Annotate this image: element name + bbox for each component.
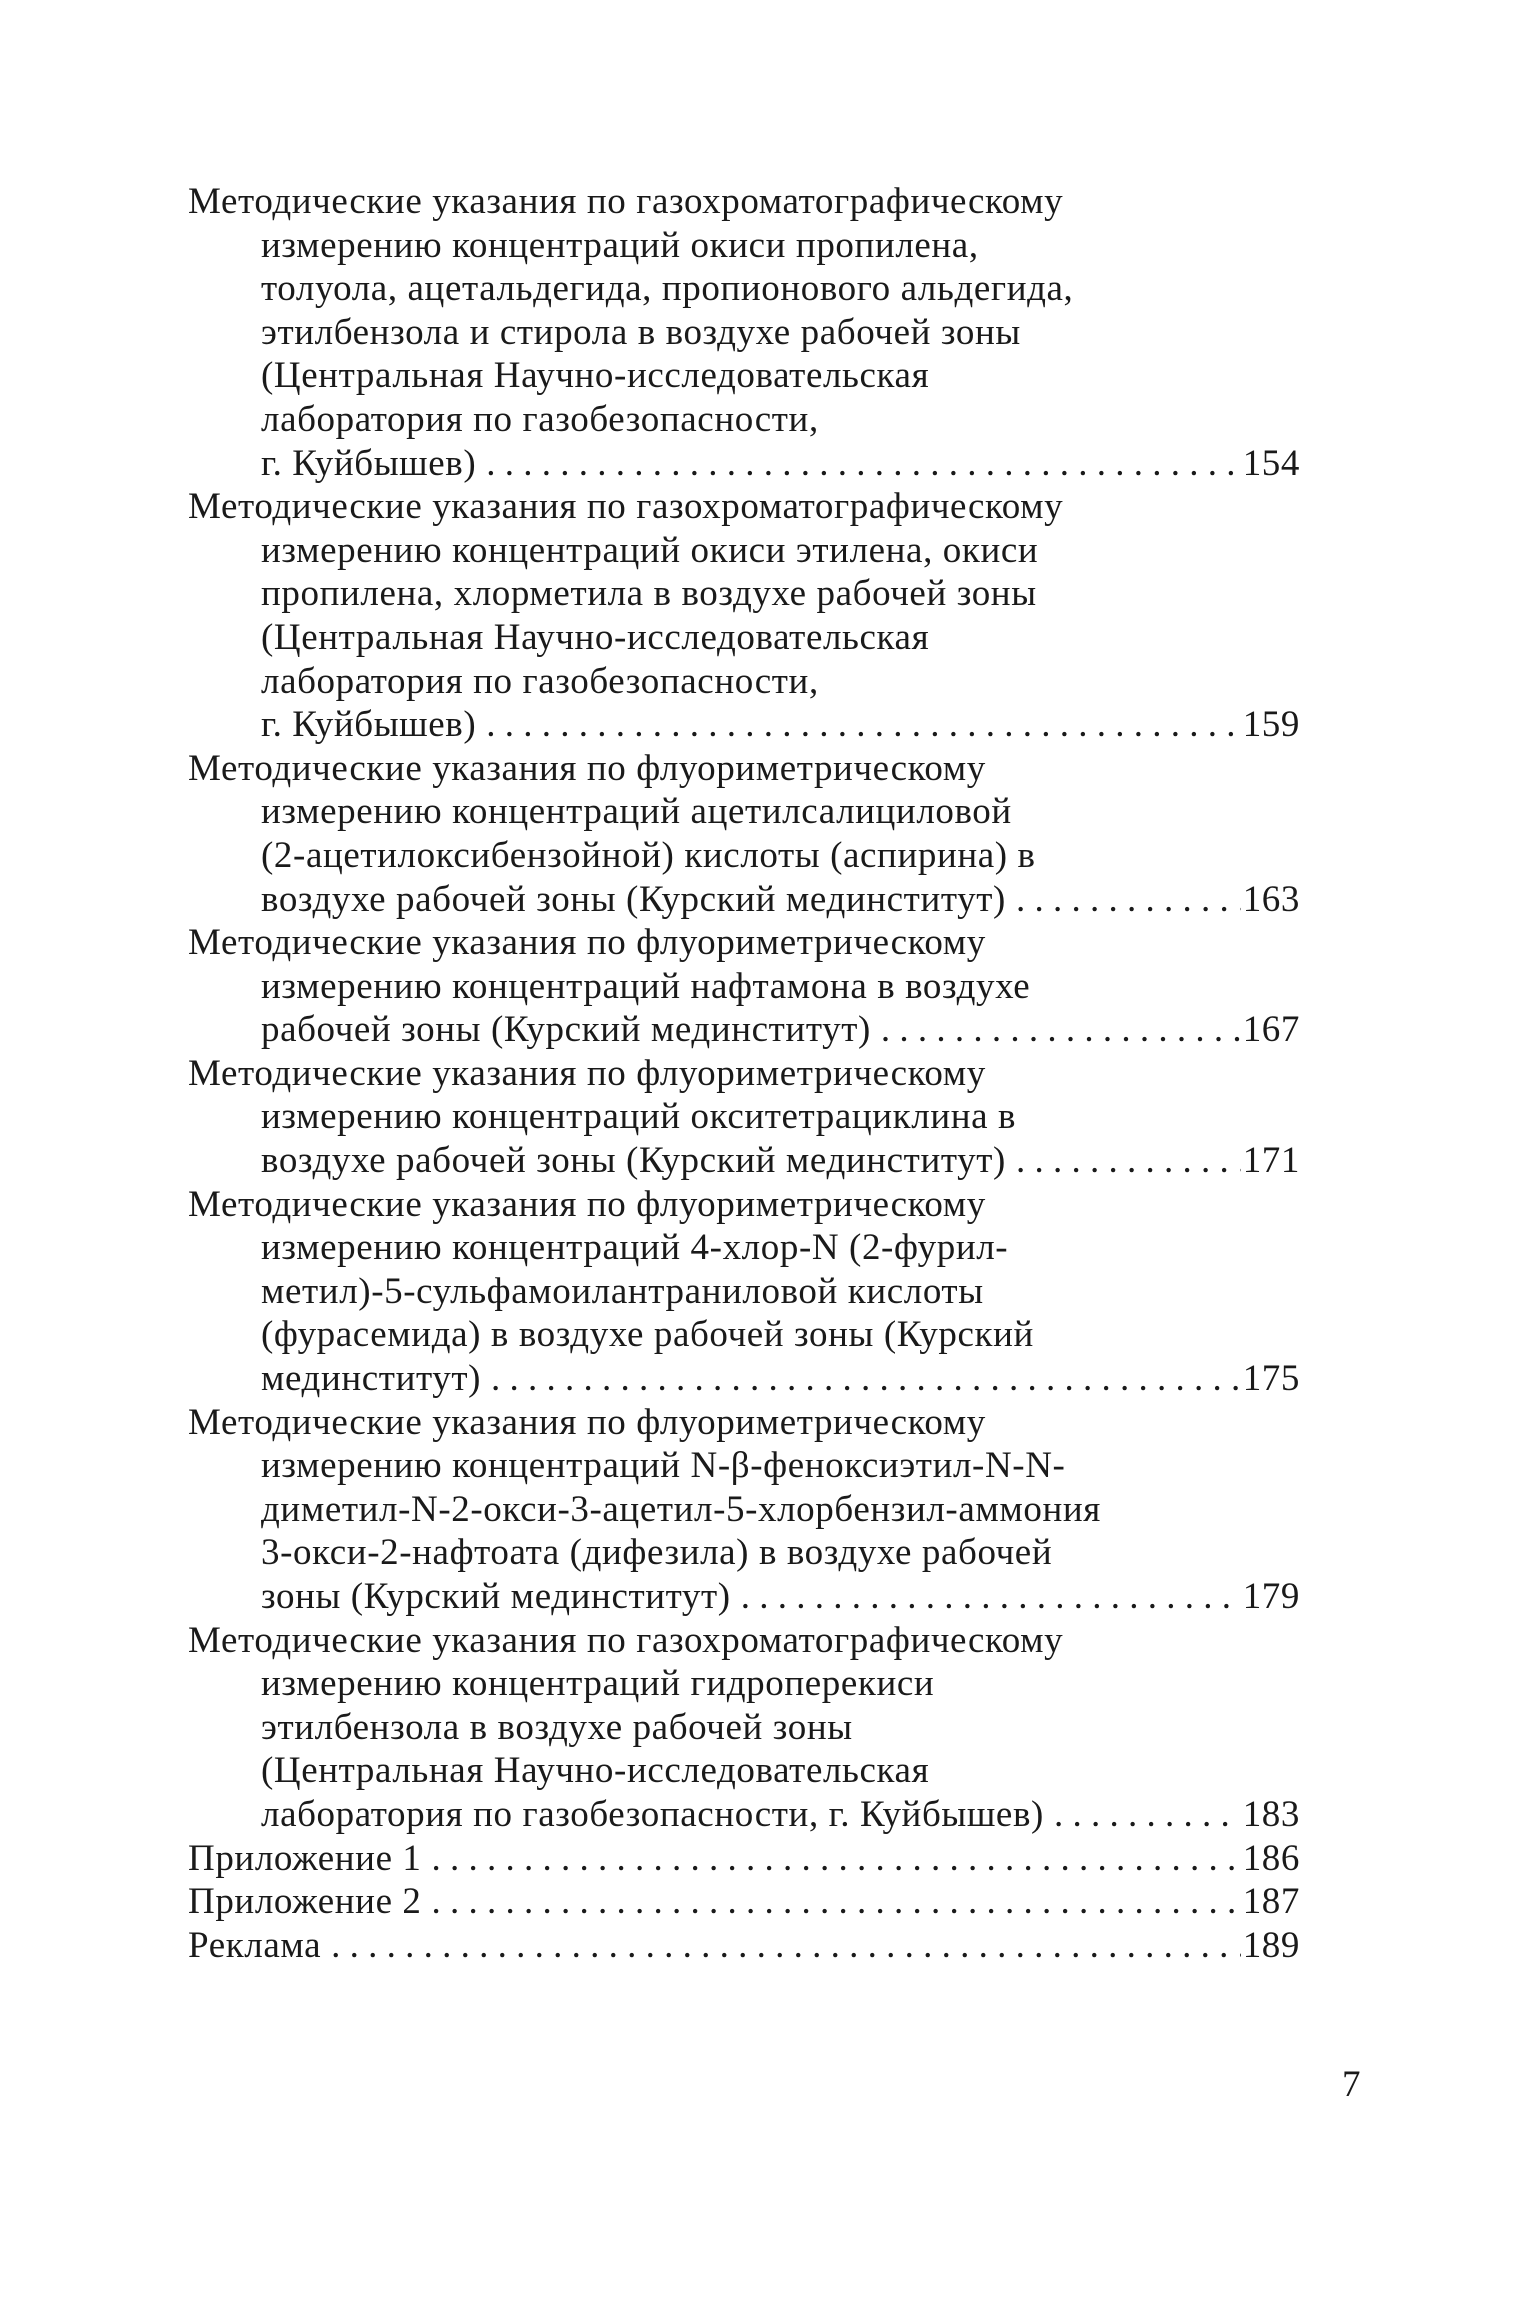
toc-entry-line: (Центральная Научно-исследовательская xyxy=(261,1750,930,1792)
page-number: 7 xyxy=(1342,2064,1361,2105)
toc-entry-line: (Центральная Научно-исследовательская xyxy=(261,616,930,658)
toc-entry-title-end: мединститут) xyxy=(261,1358,482,1400)
toc-entry-last-line xyxy=(188,1793,1300,1837)
toc-entry-line: измерению концентраций окиси пропилена, xyxy=(261,224,979,266)
toc-entry-line: диметил-N-2-окси-3-ацетил-5-хлорбензил-аммония xyxy=(261,1488,1101,1530)
toc-page-number: 175 xyxy=(1242,1358,1300,1400)
toc-page-number: 154 xyxy=(1242,442,1300,484)
toc-entry-line: метил)-5-сульфамоилантраниловой кислоты xyxy=(261,1270,984,1312)
toc-entry-line: 3-окси-2-нафтоата (дифезила) в воздухе рабочей xyxy=(261,1532,1053,1574)
dot-leader xyxy=(1054,1793,1241,1837)
toc-entry xyxy=(188,180,1300,485)
toc-entry-last-line xyxy=(188,1575,1300,1619)
toc-entry xyxy=(188,1880,1300,1924)
toc-page-number: 183 xyxy=(1242,1793,1300,1835)
toc-entry-line: Методические указания по флуориметрическому xyxy=(188,747,986,789)
toc-entry-line: измерению концентраций окиси этилена, окиси xyxy=(261,529,1039,571)
toc-entry-title-end: г. Куйбышев) xyxy=(261,442,477,484)
toc-page-number: 189 xyxy=(1242,1924,1300,1966)
toc-entry-line: Методические указания по газохроматографическому xyxy=(188,181,1064,222)
toc-entry-last-line xyxy=(188,703,1300,747)
toc-entry-title-end: Приложение 2 xyxy=(188,1881,422,1923)
toc-entry-title-end: зоны (Курский мединститут) xyxy=(261,1576,731,1617)
toc-entry xyxy=(188,1837,1300,1881)
toc-page-number: 167 xyxy=(1242,1009,1300,1051)
toc-entry-line: этилбензола и стирола в воздухе рабочей зоны xyxy=(261,311,1021,353)
toc-entry xyxy=(188,1619,1300,1837)
toc-entry-last-line xyxy=(188,442,1300,486)
toc-entry-line: измерению концентраций N-β-феноксиэтил-N-N- xyxy=(261,1445,1066,1487)
toc-entry-title-end: лаборатория по газобезопасности, г. Куйбышев) xyxy=(261,1793,1044,1835)
toc-entry xyxy=(188,921,1300,1052)
toc-entry-last-line xyxy=(188,1837,1300,1881)
toc-entry-last-line xyxy=(188,1924,1300,1968)
toc-page-number: 163 xyxy=(1242,878,1300,920)
table-of-contents xyxy=(188,180,1300,1967)
toc-entry-title-end: рабочей зоны (Курский мединститут) xyxy=(261,1009,871,1051)
toc-entry-line: Методические указания по газохроматографическому xyxy=(188,486,1064,528)
toc-entry xyxy=(188,1183,1300,1401)
dot-leader xyxy=(432,1837,1241,1881)
toc-entry-last-line xyxy=(188,1880,1300,1924)
toc-entry-title-end: воздухе рабочей зоны (Курский мединститут) xyxy=(261,878,1006,920)
toc-entry-line: пропилена, хлорметила в воздухе рабочей зоны xyxy=(261,573,1037,615)
toc-entry-line: (2-ацетилоксибензойной) кислоты (аспирина) в xyxy=(261,834,1036,876)
toc-entry-line: Методические указания по флуориметрическому xyxy=(188,1401,986,1443)
toc-entry-line: (Центральная Научно-исследовательская xyxy=(261,355,930,397)
dot-leader xyxy=(486,703,1240,747)
toc-page-number: 171 xyxy=(1242,1140,1300,1182)
toc-entry xyxy=(188,485,1300,747)
toc-entry-title-end: воздухе рабочей зоны (Курский мединститут) xyxy=(261,1140,1006,1182)
toc-page-number: 187 xyxy=(1242,1881,1300,1923)
toc-entry-line: лаборатория по газобезопасности, xyxy=(261,660,819,702)
toc-entry xyxy=(188,1924,1300,1968)
dot-leader xyxy=(432,1880,1241,1924)
toc-page-number: 159 xyxy=(1242,704,1300,746)
toc-entry-line: измерению концентраций ацетилсалициловой xyxy=(261,791,1012,833)
toc-entry-line: (фурасемида) в воздухе рабочей зоны (Курский xyxy=(261,1314,1034,1356)
dot-leader xyxy=(1016,878,1241,922)
toc-entry-last-line xyxy=(188,878,1300,922)
dot-leader xyxy=(486,442,1240,486)
toc-entry xyxy=(188,1052,1300,1183)
toc-entry-title-end: г. Куйбышев) xyxy=(261,704,477,746)
toc-entry-line: Методические указания по флуориметрическому xyxy=(188,922,986,964)
toc-entry-title-end: Реклама xyxy=(188,1924,322,1966)
dot-leader xyxy=(331,1924,1241,1968)
toc-entry-line: измерению концентраций 4-хлор-N (2-фурил- xyxy=(261,1227,1009,1269)
toc-entry-line: лаборатория по газобезопасности, xyxy=(261,398,819,440)
toc-entry-line: измерению концентраций гидроперекиси xyxy=(261,1663,935,1705)
dot-leader xyxy=(741,1575,1241,1619)
toc-entry-line: толуола, ацетальдегида, пропионового альдегида, xyxy=(261,268,1074,310)
toc-entry-line: измерению концентраций нафтамона в воздухе xyxy=(261,965,1031,1007)
toc-page-number: 179 xyxy=(1242,1576,1300,1617)
toc-entry-last-line xyxy=(188,1357,1300,1401)
toc-entry-line: этилбензола в воздухе рабочей зоны xyxy=(261,1706,853,1748)
toc-page-number: 186 xyxy=(1242,1837,1300,1879)
toc-entry-line: измерению концентраций окситетрациклина в xyxy=(261,1096,1017,1138)
toc-entry-last-line xyxy=(188,1008,1300,1052)
toc-entry-line: Методические указания по флуориметрическому xyxy=(188,1183,986,1225)
dot-leader xyxy=(1016,1139,1241,1183)
toc-entry xyxy=(188,1401,1300,1619)
toc-entry-line: Методические указания по газохроматографическому xyxy=(188,1619,1064,1661)
toc-entry-title-end: Приложение 1 xyxy=(188,1837,422,1879)
dot-leader xyxy=(491,1357,1241,1401)
dot-leader xyxy=(881,1008,1241,1052)
toc-entry-last-line xyxy=(188,1139,1300,1183)
toc-entry-line: Методические указания по флуориметрическому xyxy=(188,1052,986,1094)
toc-entry xyxy=(188,747,1300,921)
